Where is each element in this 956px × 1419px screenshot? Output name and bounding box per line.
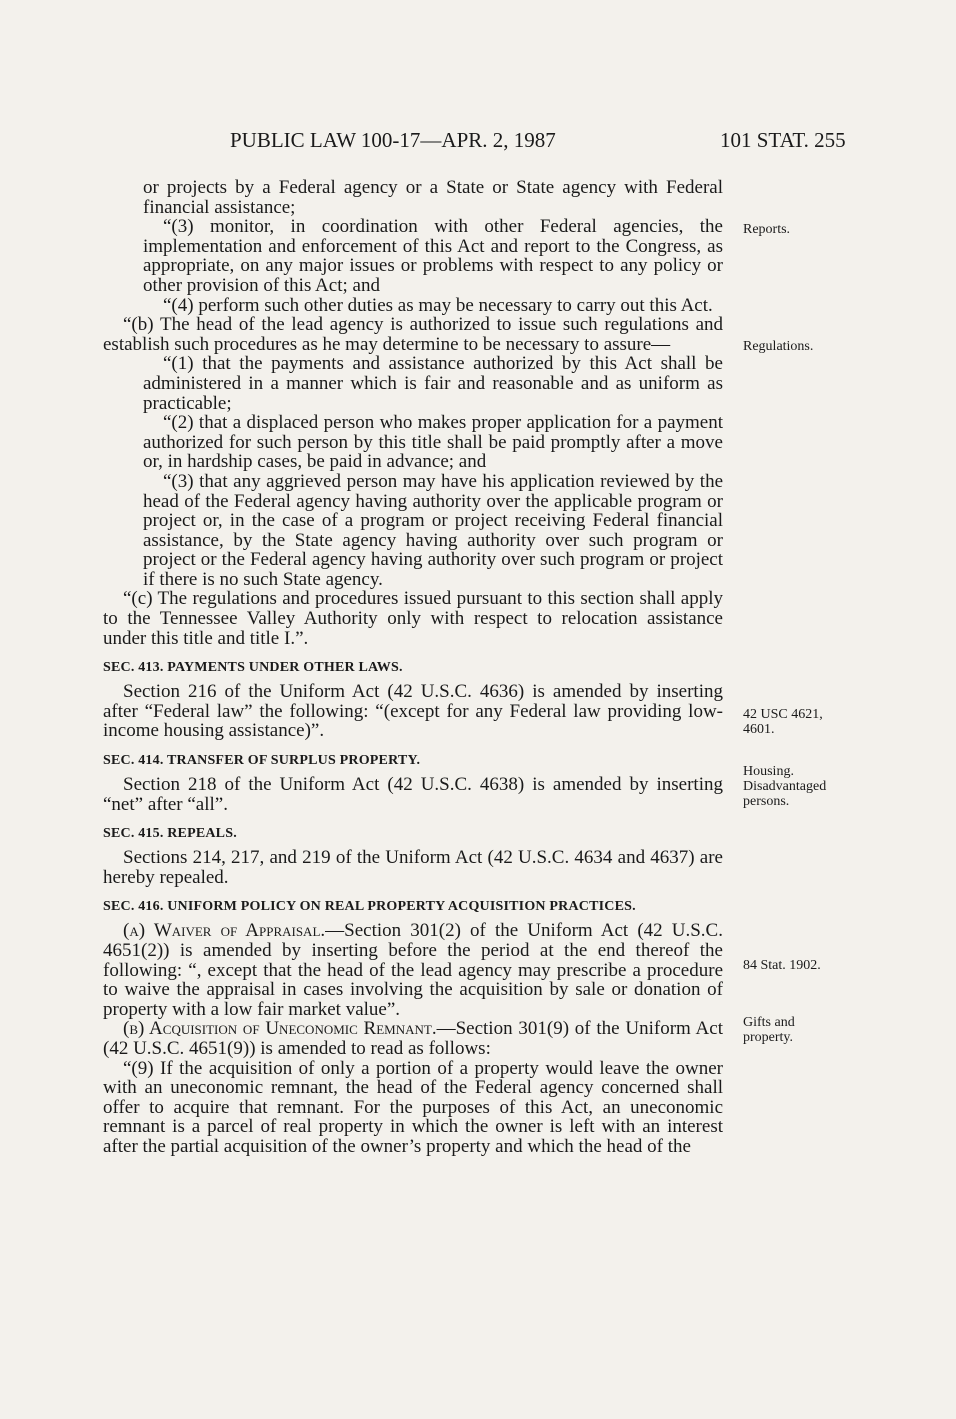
- section-heading: SEC. 415. REPEALS.: [103, 826, 237, 842]
- paragraph: “(4) perform such other duties as may be necessary to carry out this Act.: [163, 294, 713, 316]
- paragraph-text: —Section 301(9) of the Uniform Act (42 U.S.C. 4651(9)) is amended to read as follows:: [103, 1018, 723, 1059]
- margin-note-regulations: Regulations.: [743, 339, 814, 354]
- subsection-heading: (b) Acquisition of Uneconomic Remnant.: [123, 1018, 437, 1040]
- header-public-law: PUBLIC LAW 100-17—APR. 2, 1987: [230, 128, 556, 152]
- page-header: [0, 128, 956, 158]
- margin-note-reports: Reports.: [743, 222, 791, 237]
- subsection-heading: (a) Waiver of Appraisal.: [123, 920, 326, 942]
- paragraph: or projects by a Federal agency or a State or State agency with Federal financial assistance;: [143, 177, 723, 218]
- margin-note-usc: 42 USC 4621, 4601.: [743, 707, 823, 737]
- paragraph: Section 216 of the Uniform Act (42 U.S.C. 4636) is amended by inserting after “Federal law” the following: “(except for any Federal law providing low-income housing assistance)”.: [103, 681, 723, 742]
- paragraph: “(1) that the payments and assistance authorized by this Act shall be administered in a manner which is fair and reasonable and as uniform as practicable;: [143, 353, 723, 414]
- header-stat-page: 101 STAT. 255: [720, 128, 846, 152]
- margin-note-gifts: Gifts and property.: [743, 1015, 795, 1045]
- paragraph: “(b) The head of the lead agency is authorized to issue such regulations and establish such procedures as he may determine to be necessary to assure—: [103, 314, 723, 355]
- paragraph: “(9) If the acquisition of only a portion of a property would leave the owner with an uneconomic remnant, the head of the Federal agency concerned shall offer to acquire that remnant. For the purposes of this Act, an uneconomic remnant is a parcel of real property in which the owner is left with an interest after the partial acquisition of the owner’s property and which the head of the: [103, 1057, 723, 1157]
- section-heading: SEC. 416. UNIFORM POLICY ON REAL PROPERTY ACQUISITION PRACTICES.: [103, 899, 636, 915]
- paragraph: “(3) that any aggrieved person may have his application reviewed by the head of the Federal agency having authority over the applicable program or project or, in the case of a program or project receiving Federal financial assistance, by the State agency having authority over such program or project or the Federal agency having authority over such program or project if there is no such State agency.: [143, 470, 723, 590]
- margin-note-housing: Housing. Disadvantaged persons.: [743, 764, 827, 809]
- paragraph: [103, 921, 723, 1019]
- document-body: [103, 178, 723, 1157]
- paragraph: “(c) The regulations and procedures issued pursuant to this section shall apply to the Tennessee Valley Authority only with respect to relocation assistance under this title and title I.”.: [103, 588, 723, 649]
- paragraph: [103, 1019, 723, 1058]
- paragraph: “(3) monitor, in coordination with other Federal agencies, the implementation and enforcement of this Act and report to the Congress, as appropriate, on any major issues or problems with respect to any policy or other provision of this Act; and: [143, 216, 723, 296]
- section-heading: SEC. 414. TRANSFER OF SURPLUS PROPERTY.: [103, 753, 421, 769]
- paragraph: Sections 214, 217, and 219 of the Uniform Act (42 U.S.C. 4634 and 4637) are hereby repealed.: [103, 847, 723, 888]
- section-heading: SEC. 413. PAYMENTS UNDER OTHER LAWS.: [103, 660, 403, 676]
- paragraph: Section 218 of the Uniform Act (42 U.S.C. 4638) is amended by inserting “net” after “all”.: [103, 774, 723, 815]
- paragraph: “(2) that a displaced person who makes proper application for a payment authorized for such person by this title shall be paid promptly after a move or, in hardship cases, be paid in advance; and: [143, 412, 723, 473]
- margin-note-stat: 84 Stat. 1902.: [743, 958, 821, 973]
- paragraph-text: —Section 301(2) of the Uniform Act (42 U.S.C. 4651(2)) is amended by inserting before the period at the end thereof the following: “, except that the head of the lead agency may prescribe a procedure to waive the appraisal in cases involving the acquisition by sale or donation of property with a low fair market value”.: [103, 920, 723, 1020]
